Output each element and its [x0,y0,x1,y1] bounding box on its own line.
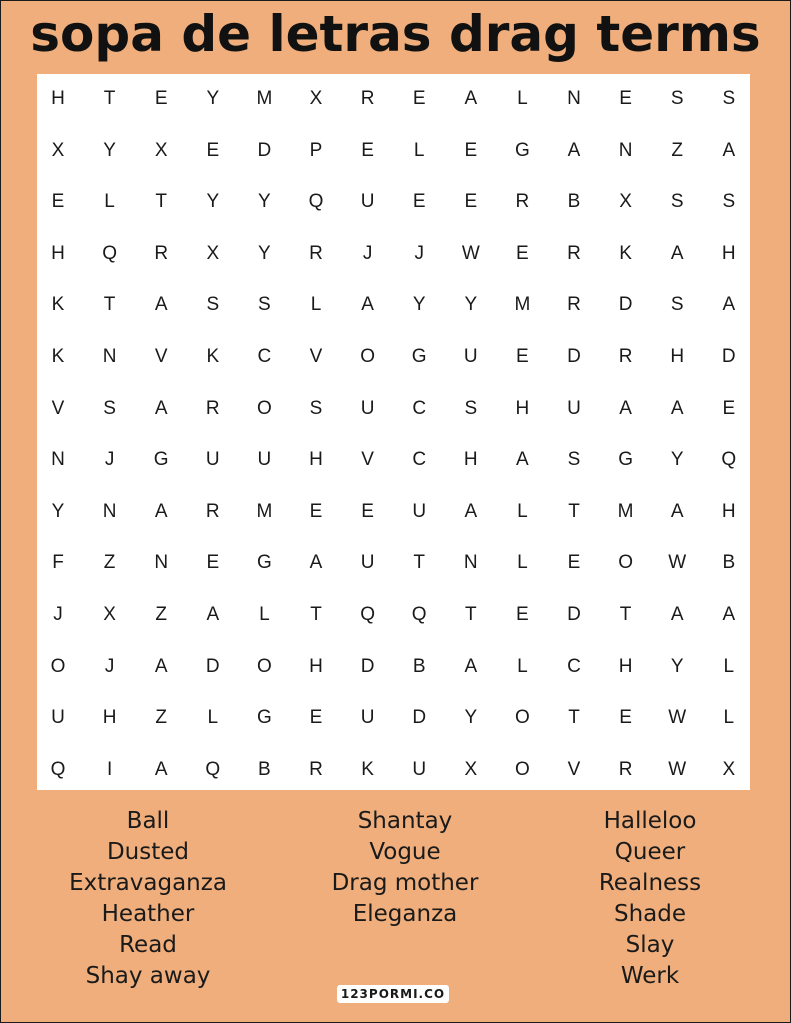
grid-letter: L [517,500,528,522]
grid-letter: X [464,758,478,780]
grid-letter: B [722,552,736,574]
grid-letter: L [517,552,528,574]
grid-letter: T [310,604,322,625]
word-list-column-1 [48,806,248,992]
grid-letter: P [309,139,323,161]
grid-letter: Z [155,707,167,729]
grid-letter: E [361,139,374,161]
grid-letter: U [412,758,427,780]
grid-letter: C [567,655,581,677]
grid-letter: X [154,139,168,161]
grid-letter: J [414,242,424,264]
grid-letter: M [514,294,531,316]
grid-letter: B [258,758,271,780]
grid-letter: Z [103,552,116,574]
grid-letter: A [722,294,736,316]
grid-letter: T [619,604,632,625]
grid-letter: D [721,346,736,367]
grid-letter: J [104,449,115,471]
grid-letter: O [257,655,272,677]
grid-letter: G [515,139,530,161]
grid-letter: U [360,552,375,574]
grid-letter: A [670,604,684,625]
grid-letter: J [362,242,373,264]
grid-letter: A [361,294,374,316]
grid-letter: A [309,552,323,574]
grid-letter: R [309,242,323,264]
grid-letter: U [463,346,478,367]
grid-letter: N [567,88,581,109]
word-list-item: Ball [126,808,170,834]
grid-letter: R [567,242,581,264]
grid-letter: A [722,139,736,161]
grid-letter: U [360,191,375,213]
grid-letter: Q [205,758,221,780]
grid-letter: A [154,397,168,419]
grid-letter: H [51,88,65,109]
grid-letter: R [154,242,169,264]
grid-letter: L [207,707,219,729]
grid-letter: E [516,604,529,625]
word-list-item: Extravaganza [69,870,227,896]
grid-letter: Y [464,294,478,316]
grid-letter: L [413,139,425,161]
grid-letter: N [102,500,117,522]
grid-letter: L [310,294,322,316]
grid-letter: H [309,449,323,471]
grid-letter: D [567,346,581,367]
grid-letter: E [206,139,220,161]
grid-letter: X [722,758,736,780]
grid-letter: Y [258,191,271,213]
grid-letter: C [412,397,427,419]
grid-letter: A [154,294,168,316]
grid-letter: X [103,604,116,625]
word-list-item: Queer [614,839,686,865]
grid-letter: K [361,758,374,780]
grid-letter: E [516,242,529,264]
grid-letter: X [206,242,220,264]
grid-letter: V [51,397,65,419]
grid-letter: E [464,139,478,161]
grid-letter: A [670,397,684,419]
word-list-item: Werk [620,963,680,989]
grid-letter: A [516,449,529,471]
grid-letter: N [154,552,169,574]
grid-letter: W [668,552,687,574]
grid-letter: X [51,139,65,161]
grid-letter: C [257,346,272,367]
grid-letter: A [464,88,478,109]
grid-letter: A [154,500,168,522]
word-list-item: Halleloo [603,808,697,834]
grid-letter: L [259,604,270,625]
grid-letter: S [722,191,736,213]
grid-letter: D [205,655,220,677]
grid-letter: M [256,88,273,109]
grid-letter: K [51,294,65,316]
grid-letter: S [670,294,684,316]
grid-letter: S [670,191,684,213]
grid-letter: T [103,88,116,109]
grid-letter: E [51,191,65,213]
grid-letter: R [309,758,323,780]
grid-letter: V [567,758,581,780]
grid-letter: A [464,655,478,677]
grid-letter: A [464,500,478,522]
grid-letter: E [567,552,581,574]
grid-letter: N [102,346,117,367]
grid-letter: A [154,758,168,780]
grid-letter: W [668,707,687,729]
grid-letter: E [206,552,220,574]
grid-letter: D [257,139,272,161]
grid-letter: L [104,191,115,213]
grid-letter: L [517,655,528,677]
grid-letter: K [619,242,632,264]
grid-letter: Z [671,139,683,161]
grid-letter: N [618,139,633,161]
grid-letter: S [670,88,684,109]
grid-letter: S [258,294,271,316]
grid-letter: E [412,191,426,213]
grid-letter: Q [411,604,427,625]
grid-letter: N [463,552,478,574]
grid-letter: E [464,191,478,213]
grid-letter: Q [308,191,324,213]
grid-letter: U [360,707,375,729]
grid-letter: V [154,346,168,367]
grid-letter: W [668,758,687,780]
grid-letter: U [257,449,272,471]
word-list-item: Slay [625,932,675,958]
grid-letter: T [464,604,477,625]
grid-letter: U [205,449,220,471]
grid-letter: O [515,758,530,780]
grid-letter: S [206,294,220,316]
grid-letter: H [102,707,117,729]
grid-letter: E [412,88,426,109]
grid-letter: H [618,655,633,677]
grid-letter: M [256,500,273,522]
grid-letter: H [721,500,736,522]
grid-letter: X [309,88,323,109]
grid-letter: H [721,242,736,264]
grid-letter: L [723,655,735,677]
grid-letter: R [205,500,220,522]
grid-letter: Q [360,604,375,625]
grid-letter: U [360,397,375,419]
page-title: sopa de letras drag terms [30,5,761,63]
word-list-item: Heather [101,901,195,927]
grid-letter: G [618,449,633,471]
grid-letter: O [618,552,633,574]
grid-letter: E [722,397,736,419]
grid-letter: S [722,88,736,109]
grid-letter: S [567,449,581,471]
grid-letter: Q [102,242,117,264]
credit-logo: 123PORMI.CO [337,985,449,1003]
grid-letter: E [619,88,632,109]
grid-letter: Y [103,139,116,161]
grid-letter: B [412,655,426,677]
grid-letter: I [106,758,113,780]
grid-letter: Y [51,500,65,522]
grid-letter: O [50,655,66,677]
grid-letter: Y [464,707,478,729]
grid-letter: A [670,242,684,264]
grid-letter: O [257,397,272,419]
grid-letter: R [618,758,633,780]
grid-letter: O [360,346,375,367]
grid-letter: T [568,500,580,522]
grid-letter: U [51,707,65,729]
word-list-item: Vogue [369,839,441,865]
grid-letter: R [567,294,581,316]
word-list-item: Eleganza [352,901,458,927]
grid-letter: R [515,191,530,213]
grid-letter: R [360,88,375,109]
grid-letter: A [670,500,684,522]
grid-letter: O [515,707,530,729]
grid-letter: E [361,500,374,522]
grid-letter: A [722,604,736,625]
grid-letter: J [53,604,63,625]
grid-letter: H [515,397,530,419]
grid-letter: H [51,242,65,264]
grid-letter: Z [155,604,167,625]
grid-letter: E [154,88,168,109]
grid-letter: B [567,191,581,213]
grid-letter: G [257,707,272,729]
grid-letter: M [617,500,634,522]
grid-letter: U [412,500,427,522]
word-list-item: Realness [598,870,702,896]
grid-letter: F [52,552,64,574]
letter-grid [37,74,750,790]
grid-letter: Y [412,294,426,316]
grid-letter: X [619,191,632,213]
grid-letter: Y [206,191,220,213]
grid-letter: K [51,346,65,367]
grid-letter: N [51,449,65,471]
grid-letter: C [412,449,427,471]
grid-letter: V [309,346,323,367]
grid-letter: D [412,707,427,729]
grid-letter: S [309,397,323,419]
grid-letter: T [155,191,167,213]
grid-letter: A [619,397,632,419]
word-list-item: Read [119,932,177,958]
word-list-item: Shade [613,901,687,927]
grid-letter: A [154,655,168,677]
grid-letter: L [723,707,735,729]
grid-letter: V [361,449,374,471]
grid-letter: A [567,139,581,161]
grid-letter: H [670,346,685,367]
grid-letter: Q [50,758,66,780]
grid-letter: T [103,294,116,316]
grid-letter: R [205,397,220,419]
grid-letter: J [104,655,115,677]
grid-letter: Y [258,242,271,264]
grid-letter: D [618,294,633,316]
grid-letter: E [619,707,632,729]
grid-letter: G [153,449,169,471]
grid-letter: L [517,88,528,109]
word-list-item: Drag mother [331,870,479,896]
grid-letter: E [309,707,323,729]
grid-letter: S [103,397,116,419]
word-list-column-2 [305,806,505,930]
word-list-item: Dusted [106,839,190,865]
grid-letter: R [618,346,633,367]
grid-letter: Y [670,655,684,677]
grid-letter: Q [721,449,737,471]
grid-letter: H [309,655,323,677]
grid-letter: Y [670,449,684,471]
grid-letter: Y [206,88,220,109]
grid-letter: W [461,242,480,264]
word-list-item: Shay away [85,963,211,989]
grid-letter: T [568,707,580,729]
grid-letter: G [411,346,427,367]
grid-letter: E [516,346,529,367]
grid-letter: H [463,449,478,471]
grid-letter: U [567,397,581,419]
grid-letter: T [413,552,425,574]
word-list-item: Shantay [357,808,453,834]
grid-letter: K [206,346,220,367]
grid-letter: G [257,552,272,574]
word-list-column-3 [550,806,750,992]
grid-letter: D [360,655,375,677]
grid-letter: D [567,604,581,625]
grid-letter: A [206,604,220,625]
grid-letter: E [309,500,323,522]
grid-letter: S [464,397,478,419]
